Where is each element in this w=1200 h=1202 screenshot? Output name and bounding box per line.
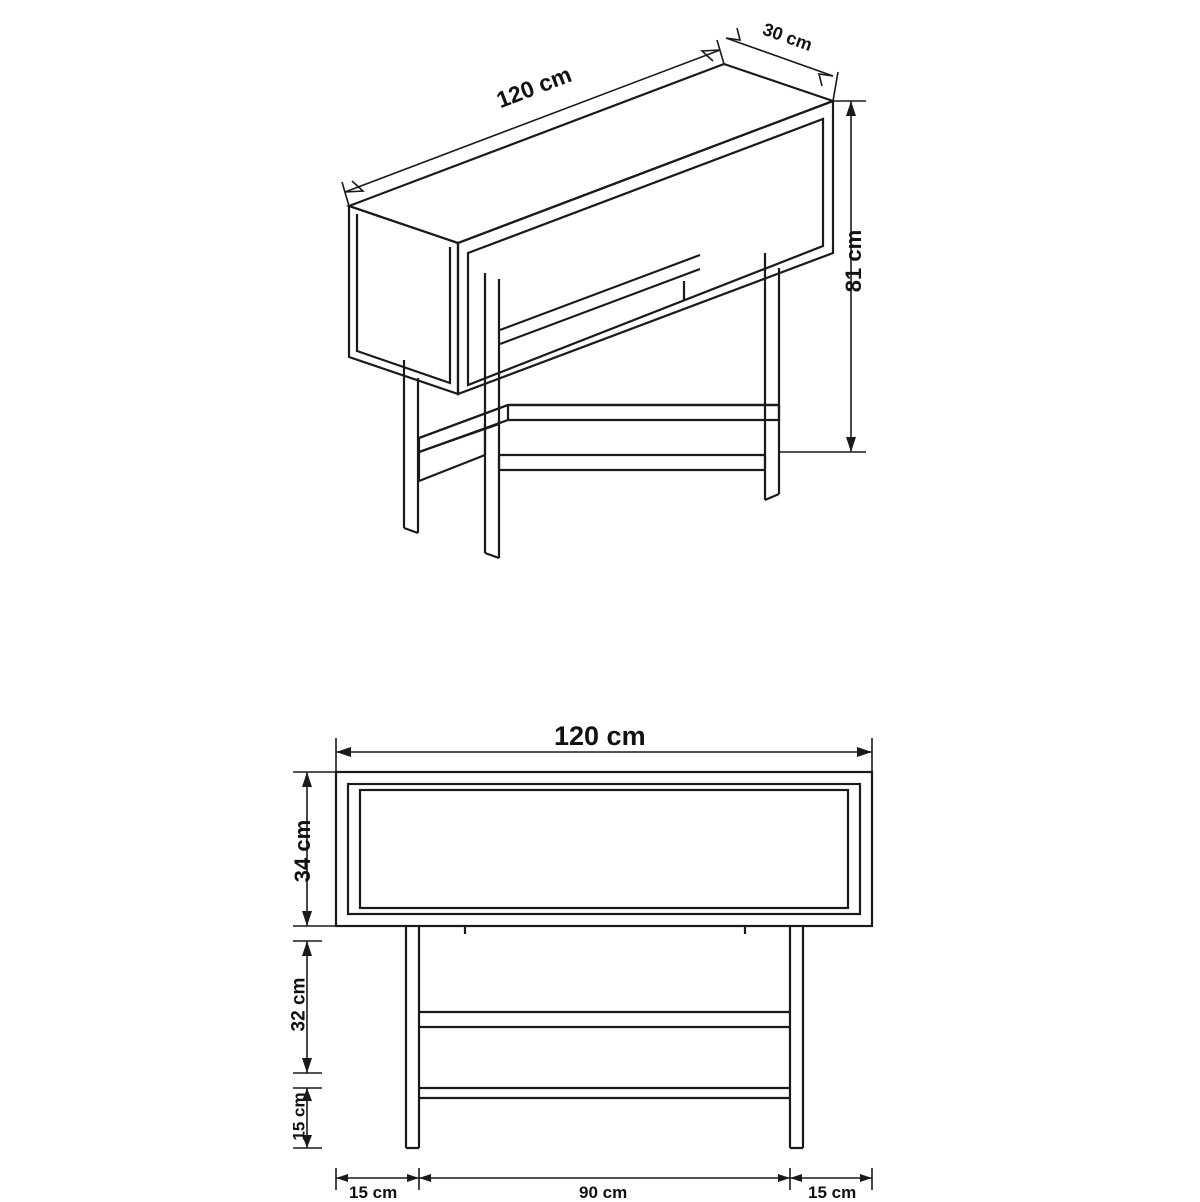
dimension-label-top-width: 120 cm	[492, 61, 575, 114]
dimension-label-top-depth: 30 cm	[760, 19, 815, 55]
dimension-label-leg-lower-height: 15 cm	[289, 1092, 309, 1141]
front-view-cabinet	[336, 772, 872, 934]
dimension-label-front-width: 120 cm	[554, 721, 646, 751]
dimension-label-leg-upper-height: 32 cm	[288, 977, 310, 1032]
dimension-label-total-height: 81 cm	[841, 229, 867, 293]
dimension-label-right-overhang: 15 cm	[808, 1183, 857, 1202]
dimension-label-left-overhang: 15 cm	[349, 1183, 398, 1202]
perspective-dimension-lines	[342, 28, 866, 452]
dimension-label-cabinet-height: 34 cm	[290, 819, 316, 883]
perspective-lower-frame	[404, 253, 779, 558]
dimension-label-center-span: 90 cm	[579, 1183, 628, 1202]
perspective-cabinet-body	[349, 61, 833, 394]
front-view-dimension-lines	[289, 738, 872, 1190]
front-view-legs	[406, 926, 803, 1148]
